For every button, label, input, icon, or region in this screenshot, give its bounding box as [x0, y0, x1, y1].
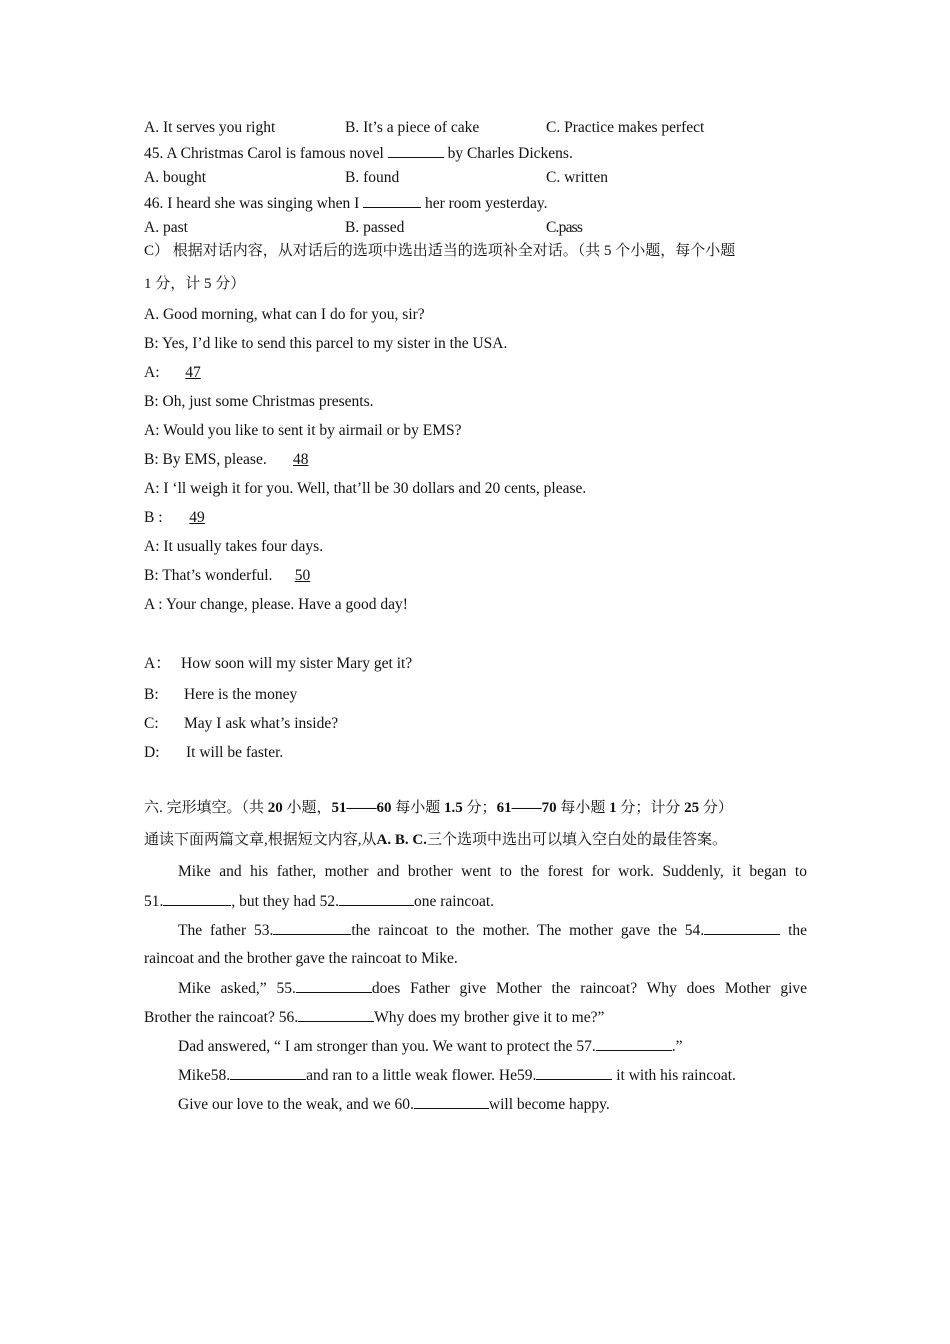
option-label: D: [144, 744, 160, 761]
passage-text: will become happy. [488, 1096, 610, 1113]
passage-text: and ran to a little weak flower. He59. [306, 1067, 537, 1084]
answer-blank-50: 50 [294, 567, 311, 584]
dialogue-line-2: B: Yes, I’d like to send this parcel to my sister in the USA. [144, 335, 508, 352]
heading-text: 分） [699, 800, 733, 816]
passage-p5 [178, 1065, 736, 1086]
dialogue-option-a [144, 654, 412, 674]
q46-stem-before: 46. I heard she was singing when I [144, 195, 360, 212]
passage-text: 51. [144, 893, 164, 910]
passage-p3-line1 [178, 978, 807, 999]
answer-blank-48: 48 [292, 451, 309, 468]
dialogue-line-5: A: Would you like to sent it by airmail or by EMS? [144, 422, 462, 439]
blank-59 [536, 1065, 612, 1080]
dialogue-speaker: B : [144, 509, 163, 526]
passage-text: Give our love to the weak, and we 60. [178, 1096, 414, 1113]
blank-52 [339, 891, 414, 906]
instruction-text: 通读下面两篇文章,根据短文内容,从 [144, 832, 377, 848]
heading-range: 61——70 [496, 800, 557, 816]
passage-p3-line2 [144, 1007, 604, 1028]
instruction-options: A. B. C. [376, 832, 427, 848]
dialogue-option-b [144, 685, 297, 705]
blank-57 [596, 1036, 672, 1051]
option-label: B: [144, 686, 159, 703]
heading-text: 每小题 [391, 800, 445, 816]
heading-range: 51——60 [331, 800, 392, 816]
passage-p4 [178, 1036, 682, 1057]
blank-58 [230, 1065, 306, 1080]
q44-option-a: A. It serves you right [144, 119, 276, 136]
passage-text: the raincoat to the mother. The mother gave the 54. [351, 922, 705, 939]
heading-score: 1.5 [444, 800, 463, 816]
q45-option-b: B. found [345, 169, 400, 186]
heading-score: 1 [609, 800, 617, 816]
dialogue-speaker: B: By EMS, please. [144, 451, 267, 468]
section-six-instruction [144, 830, 727, 850]
q45-option-c: C. written [546, 169, 608, 186]
dialogue-line-3 [144, 363, 227, 383]
passage-text: it with his raincoat. [616, 1067, 736, 1084]
dialogue-option-d [144, 743, 283, 763]
q46-stem-after: her room yesterday. [424, 195, 548, 212]
q45-stem-after: by Charles Dickens. [447, 145, 573, 162]
section-c-heading-cont: 1 分，计 5 分） [144, 276, 246, 292]
option-label: C: [144, 715, 159, 732]
passage-p6 [178, 1094, 610, 1115]
q44-option-c: C. Practice makes perfect [546, 119, 705, 136]
dialogue-speaker: A: [144, 364, 160, 381]
heading-text: 小题， [282, 800, 332, 816]
q46-option-b: B. passed [345, 219, 405, 236]
answer-blank-47: 47 [185, 364, 201, 381]
dialogue-line-9: A: It usually takes four days. [144, 538, 324, 555]
option-label: A： [144, 655, 171, 672]
heading-text: 每小题 [556, 800, 610, 816]
blank-54 [704, 920, 780, 935]
dialogue-line-6 [144, 450, 335, 470]
heading-text: 六. 完形填空。（共 [144, 800, 268, 816]
dialogue-line-1: A. Good morning, what can I do for you, sir? [144, 306, 425, 323]
option-text: It will be faster. [186, 744, 284, 761]
passage-text: Why does my brother give it to me?” [374, 1009, 605, 1026]
heading-total: 25 [684, 800, 700, 816]
answer-blank-49: 49 [189, 509, 205, 526]
blank-60 [414, 1094, 489, 1109]
dialogue-line-4: B: Oh, just some Christmas presents. [144, 393, 374, 410]
passage-text: , but they had 52. [231, 893, 339, 910]
option-text: May I ask what’s inside? [184, 715, 339, 732]
passage-text: .” [671, 1038, 683, 1055]
passage-text: does Father give Mother the raincoat? Why does Mother give [371, 980, 808, 997]
passage-p2-line1 [178, 920, 807, 941]
dialogue-line-8 [144, 508, 232, 528]
dialogue-speaker: B: That’s wonderful. [144, 567, 273, 584]
blank-56 [298, 1007, 374, 1022]
instruction-text: 三个选项中选出可以填入空白处的最佳答案。 [426, 832, 727, 848]
dialogue-line-11: A : Your change, please. Have a good day! [144, 596, 408, 613]
blank-53 [273, 920, 351, 935]
q45-stem-before: 45. A Christmas Carol is famous novel [144, 145, 384, 162]
passage-text: the [788, 922, 807, 939]
q46-stem [144, 193, 548, 214]
q46-option-c: C.pass [546, 219, 583, 236]
heading-text: 分； [462, 800, 497, 816]
option-text: How soon will my sister Mary get it? [181, 655, 413, 672]
passage-text: Mike58. [178, 1067, 231, 1084]
option-text: Here is the money [184, 686, 298, 703]
q44-option-b: B. It’s a piece of cake [345, 119, 480, 136]
section-c-heading: C） 根据对话内容，从对话后的选项中选出适当的选项补全对话。（共 5 个小题，每个小题 [144, 243, 736, 259]
blank-55 [296, 978, 372, 993]
blank-51 [163, 891, 231, 906]
heading-count: 20 [267, 800, 283, 816]
passage-p1-line1: Mike and his father, mother and brother went to the forest for work. Suddenly, it began to [178, 863, 807, 880]
passage-text: one raincoat. [414, 893, 495, 910]
q46-blank [363, 193, 421, 208]
q45-stem [144, 143, 573, 164]
passage-text: Mike asked,” 55. [178, 980, 296, 997]
section-six-heading [144, 798, 733, 818]
heading-text: 分；计分 [616, 800, 685, 816]
dialogue-line-7: A: I ‘ll weigh it for you. Well, that’ll be 30 dollars and 20 cents, please. [144, 480, 587, 497]
q45-blank [388, 143, 444, 158]
q46-option-a: A. past [144, 219, 188, 236]
passage-text: Dad answered, “ I am stronger than you. We want to protect the 57. [178, 1038, 596, 1055]
passage-text: Brother the raincoat? 56. [144, 1009, 299, 1026]
q45-option-a: A. bought [144, 169, 206, 186]
passage-p2-line2: raincoat and the brother gave the raincoat to Mike. [144, 950, 458, 967]
passage-text: The father 53. [178, 922, 274, 939]
dialogue-option-c [144, 714, 338, 734]
dialogue-line-10 [144, 566, 332, 586]
passage-p1-line2 [144, 891, 494, 912]
